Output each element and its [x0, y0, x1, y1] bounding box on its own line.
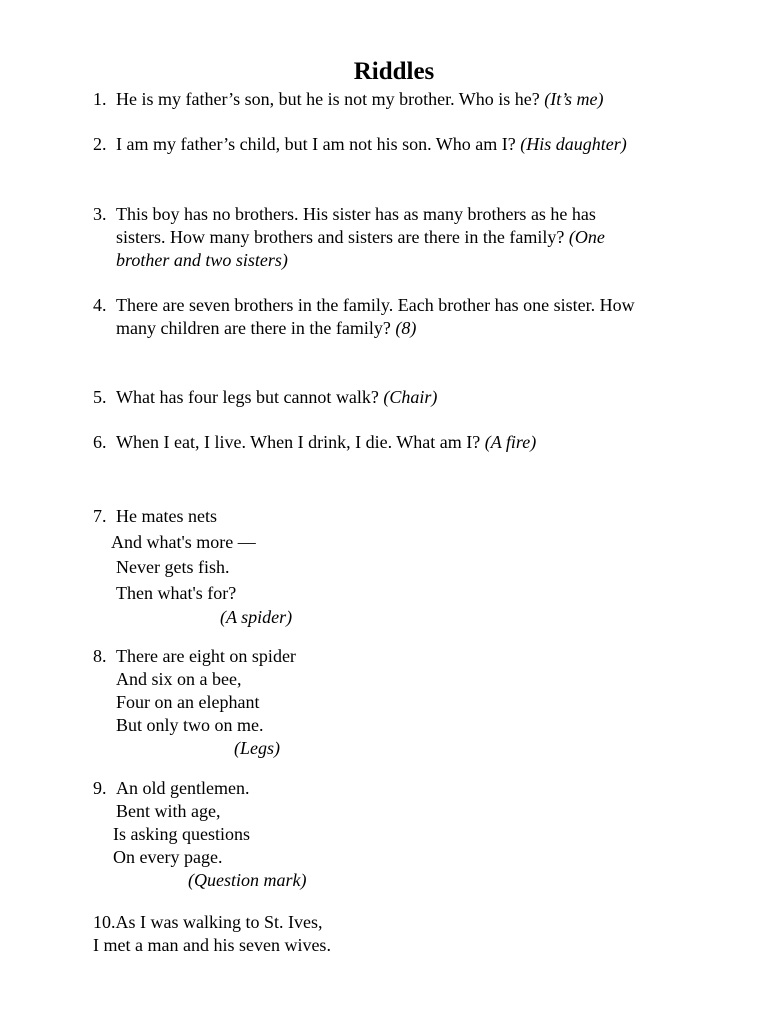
- riddle-text: I met a man and his seven wives.: [93, 935, 331, 955]
- riddle-line: [93, 504, 733, 530]
- riddle-number: 2.: [93, 134, 107, 154]
- riddle-3: [93, 203, 733, 272]
- riddle-answer-continued: brother and two sisters): [116, 250, 288, 270]
- riddle-line: [93, 431, 733, 454]
- riddle-answer: (His daughter): [520, 134, 627, 154]
- riddle-text: As I was walking to St. Ives,: [115, 912, 323, 932]
- riddle-text: I am my father’s child, but I am not his son. Who am I?: [116, 134, 516, 154]
- riddle-text: There are seven brothers in the family. Each brother has one sister. How: [116, 295, 635, 315]
- riddle-line: [93, 911, 733, 934]
- riddle-answer: (It’s me): [544, 89, 604, 109]
- riddle-10: [93, 911, 733, 957]
- riddle-2: [93, 133, 733, 156]
- riddle-5: [93, 386, 733, 409]
- riddle-text: sisters. How many brothers and sisters are there in the family?: [116, 227, 565, 247]
- riddle-line: [93, 846, 733, 869]
- riddle-line: [93, 294, 733, 317]
- riddle-number: 10.: [93, 912, 116, 932]
- riddle-line: [93, 800, 733, 823]
- riddle-answer: (One: [568, 227, 605, 247]
- riddle-text: He mates nets: [116, 506, 217, 526]
- riddle-text: And what's more —: [111, 531, 256, 552]
- riddle-line: [93, 934, 733, 957]
- riddle-line: [93, 714, 733, 737]
- riddle-text: Then what's for?: [116, 582, 237, 603]
- riddle-answer: (Question mark): [188, 870, 307, 890]
- riddle-text: And six on a bee,: [116, 669, 242, 689]
- riddle-line: [93, 203, 733, 226]
- riddle-text: This boy has no brothers. His sister has as many brothers as he has: [116, 204, 596, 224]
- riddle-number: 7.: [93, 506, 107, 526]
- riddle-line: [93, 823, 733, 846]
- riddle-text: There are eight on spider: [116, 646, 296, 666]
- riddle-text: Never gets fish.: [116, 557, 230, 577]
- riddle-line: [93, 668, 733, 691]
- riddle-number: 8.: [93, 646, 107, 666]
- riddle-line: [93, 691, 733, 714]
- riddle-line: [93, 133, 733, 156]
- riddle-line: [93, 386, 733, 409]
- riddle-number: 9.: [93, 778, 107, 798]
- page-title: Riddles: [353, 58, 435, 85]
- riddle-number: 3.: [93, 204, 107, 224]
- riddle-answer: (Chair): [383, 387, 438, 407]
- riddle-9: [93, 777, 733, 892]
- riddle-text: many children are there in the family?: [116, 318, 391, 338]
- riddle-line: [93, 530, 733, 556]
- riddle-line: [93, 555, 733, 581]
- riddle-text: On every page.: [113, 847, 223, 867]
- riddle-line: [93, 581, 733, 607]
- riddle-number: 6.: [93, 432, 107, 452]
- riddle-line: [93, 317, 733, 340]
- riddle-line: [93, 249, 733, 272]
- riddle-text: But only two on me.: [116, 715, 264, 735]
- riddle-text: An old gentlemen.: [116, 778, 250, 798]
- riddle-8: [93, 645, 733, 760]
- riddle-line: [93, 777, 733, 800]
- riddle-1: [93, 88, 733, 111]
- riddle-text: Is asking questions: [113, 824, 250, 844]
- riddle-text: When I eat, I live. When I drink, I die. What am I?: [116, 432, 481, 452]
- riddle-text: What has four legs but cannot walk?: [116, 387, 379, 407]
- riddle-4: [93, 294, 733, 340]
- riddle-text: He is my father’s son, but he is not my brother. Who is he?: [116, 89, 540, 109]
- riddle-answer: (A fire): [484, 432, 537, 452]
- riddle-answer: (A spider): [220, 607, 293, 627]
- riddle-text: Bent with age,: [116, 801, 221, 821]
- riddle-text: Four on an elephant: [116, 692, 260, 712]
- riddle-line: [93, 88, 733, 111]
- riddle-6: [93, 431, 733, 454]
- riddle-number: 4.: [93, 295, 107, 315]
- riddle-answer: (8): [395, 318, 417, 338]
- riddle-number: 5.: [93, 387, 107, 407]
- riddle-answer: (Legs): [234, 738, 280, 758]
- riddle-number: 1.: [93, 89, 107, 109]
- riddle-line: [93, 645, 733, 668]
- riddle-line: [93, 226, 733, 249]
- riddle-7: [93, 504, 733, 628]
